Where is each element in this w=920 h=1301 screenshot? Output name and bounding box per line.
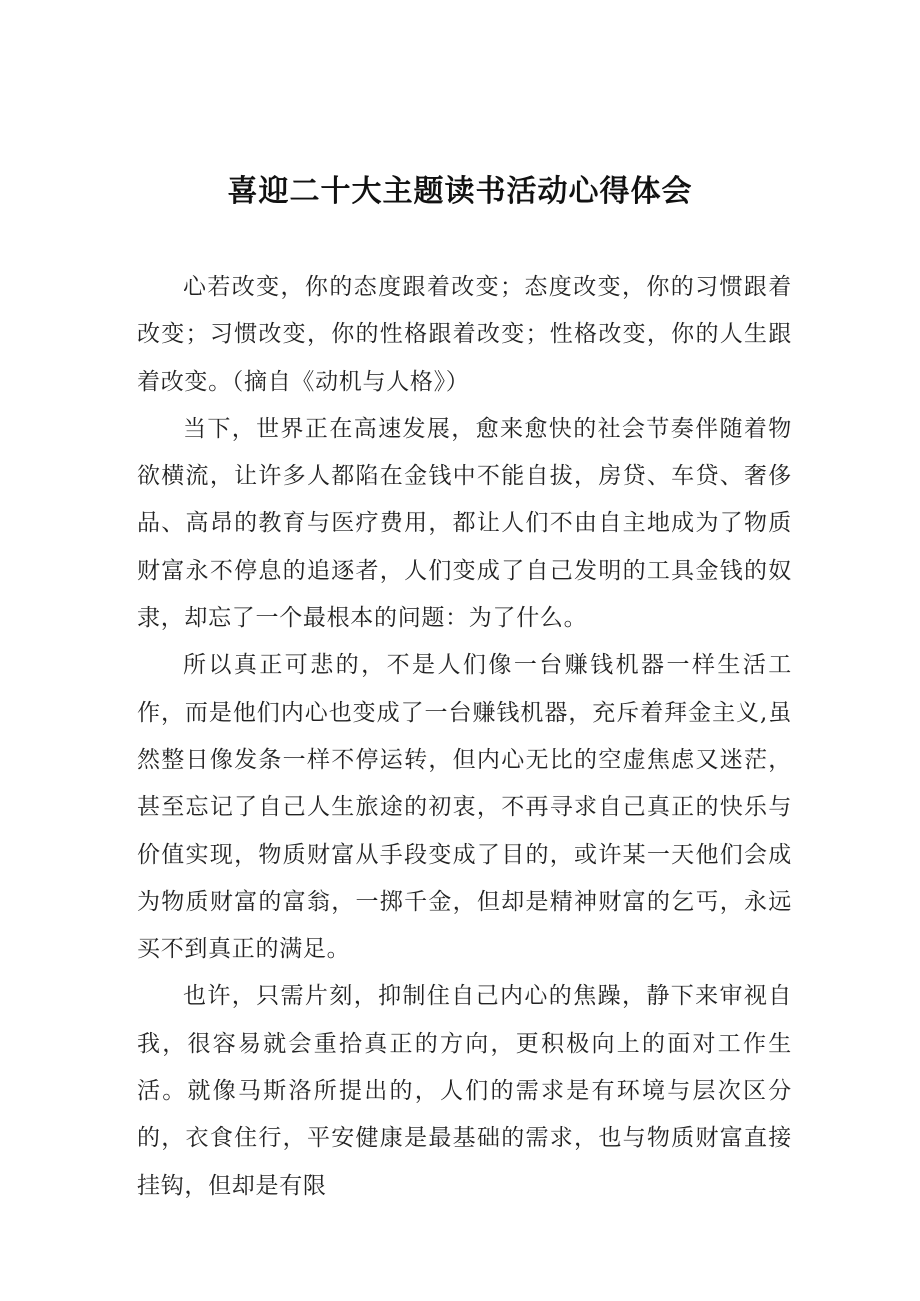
page-title: 喜迎二十大主题读书活动心得体会 (227, 174, 693, 209)
paragraph: 也许，只需片刻，抑制住自己内心的焦躁，静下来审视自我，很容易就会重拾真正的方向，更积极向上的面对工作生活。就像马斯洛所提出的，人们的需求是有环境与层次区分的，衣食住行，平安健康是最基础的需求，也与物质财富直接挂钩，但却是有限 (137, 983, 792, 1199)
paragraph: 当下，世界正在高速发展，愈来愈快的社会节奏伴随着物欲横流，让许多人都陷在金钱中不能自拔，房贷、车贷、奢侈品、高昂的教育与医疗费用，都让人们不由自主地成为了物质财富永不停息的追逐者，人们变成了自己发明的工具金钱的奴隶，却忘了一个最根本的问题：为了什么。 (137, 415, 792, 632)
paragraph: 所以真正可悲的，不是人们像一台赚钱机器一样生活工作，而是他们内心也变成了一台赚钱机器，充斥着拜金主义,虽然整日像发条一样不停运转，但内心无比的空虚焦虑又迷茫，甚至忘记了自己人生旅途的初衷，不再寻求自己真正的快乐与价值实现，物质财富从手段变成了目的，或许某一天他们会成为物质财富的富翁，一掷千金，但却是精神财富的乞丐，永远买不到真正的满足。 (137, 652, 792, 963)
document-body (137, 264, 792, 1210)
paragraph: 心若改变，你的态度跟着改变；态度改变，你的习惯跟着改变；习惯改变，你的性格跟着改变；性格改变，你的人生跟着改变。（摘自《动机与人格》） (137, 274, 792, 395)
